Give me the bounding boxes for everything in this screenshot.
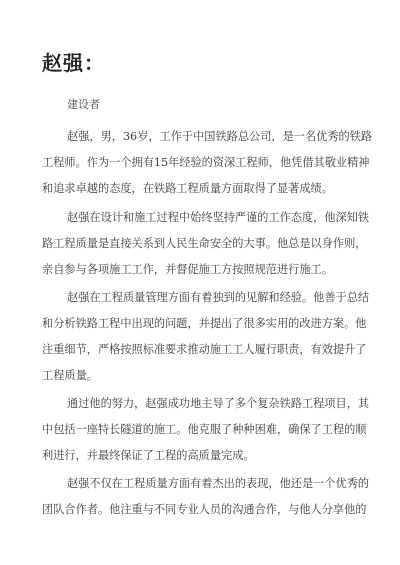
paragraph-4	[42, 391, 370, 469]
paragraph-line: 注重细节，严格按照标准要求推动施工工人履行职责，有效提升了	[42, 343, 367, 356]
paragraph-2	[42, 205, 370, 283]
paragraph-line: 通过他的努力，赵强成功地主导了多个复杂铁路工程项目，其	[67, 397, 370, 410]
paragraph-line: 和追求卓越的态度，在铁路工程质量方面取得了显著成绩。	[42, 182, 333, 195]
document-title: 赵强：	[42, 51, 105, 75]
paragraph-line: 赵强不仅在工程质量方面有着杰出的表现，他还是一个优秀的	[67, 477, 370, 490]
role-subtitle: 建设者	[67, 98, 100, 111]
paragraph-line: 和分析铁路工程中出现的问题，并提出了很多实用的改进方案。他	[42, 317, 367, 330]
paragraph-line: 路工程质量是直接关系到人民生命安全的大事。他总是以身作则，	[42, 237, 367, 250]
paragraph-3	[42, 285, 370, 389]
paragraph-line: 工程质量。	[42, 369, 98, 382]
paragraph-line: 赵强在工程质量管理方面有着独到的见解和经验。他善于总结	[67, 291, 370, 304]
paragraph-line: 赵强，男，36岁，工作于中国铁路总公司，是一名优秀的铁路	[67, 130, 373, 143]
paragraph-line: 利进行，并最终保证了工程的高质量完成。	[42, 449, 255, 462]
paragraph-line: 中包括一座特长隧道的施工。他克服了种种困难，确保了工程的顺	[42, 423, 367, 436]
paragraph-line: 团队合作者。他注重与不同专业人员的沟通合作，与他人分享他的	[42, 503, 367, 516]
paragraph-line: 赵强在设计和施工过程中始终坚持严谨的工作态度，他深知铁	[67, 211, 370, 224]
paragraph-line: 工程师。作为一个拥有15年经验的资深工程师，他凭借其敬业精神	[42, 156, 370, 169]
paragraph-line: 亲自参与各项施工工作，并督促施工方按照规范进行施工。	[42, 263, 333, 276]
paragraph-1	[42, 124, 373, 202]
paragraph-5	[42, 471, 370, 523]
